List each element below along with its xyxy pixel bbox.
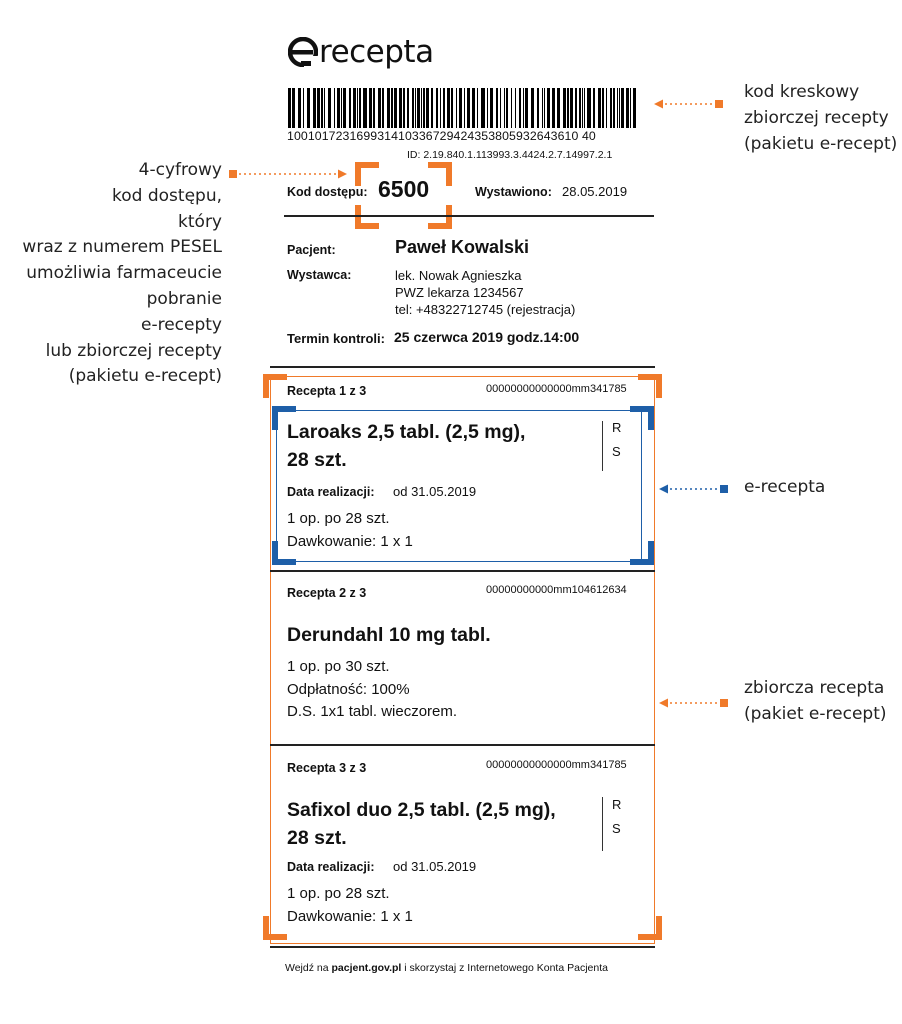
barcode-bar: [490, 88, 493, 128]
rx3-code: 00000000000000mm341785: [486, 759, 627, 771]
arrow-left-icon: [659, 697, 729, 709]
barcode-bar: [403, 88, 405, 128]
barcode-bar: [610, 88, 612, 128]
barcode-bar: [515, 88, 516, 128]
barcode-bar: [436, 88, 438, 128]
barcode-bar: [456, 88, 457, 128]
rx1-header: Recepta 1 z 3: [287, 384, 367, 398]
barcode-bar: [570, 88, 573, 128]
barcode-bar: [298, 88, 301, 128]
rx3-drug-line: 28 szt.: [287, 827, 347, 849]
barcode-bar: [353, 88, 356, 128]
barcode-bar: [307, 88, 310, 128]
barcode-bar: [544, 88, 545, 128]
barcode-bar: [313, 88, 316, 128]
annotation-package: [744, 676, 887, 728]
arrow-right-icon: [228, 168, 348, 180]
divider: [284, 215, 654, 217]
rx1-code: 00000000000000mm341785: [486, 383, 627, 395]
barcode-bar: [334, 88, 335, 128]
barcode-bar: [378, 88, 381, 128]
barcode-bar: [373, 88, 375, 128]
barcode-bar: [412, 88, 414, 128]
rx3-rs: [612, 793, 621, 841]
barcode-bar: [537, 88, 539, 128]
barcode-bar: [619, 88, 620, 128]
barcode-bar: [633, 88, 636, 128]
divider: [270, 744, 655, 746]
rx1-line: Dawkowanie: 1 x 1: [287, 532, 413, 550]
barcode-bar: [423, 88, 425, 128]
footer-prefix: Wejdź na: [285, 962, 329, 974]
barcode-bar: [547, 88, 550, 128]
barcode-bar: [496, 88, 498, 128]
barcode-bar: [542, 88, 543, 128]
barcode-bar: [481, 88, 485, 128]
annotation-line: kod kreskowy: [744, 82, 860, 102]
access-code-label: Kod dostępu:: [287, 185, 368, 199]
annotation-line: 4-cyfrowy: [138, 160, 222, 180]
rx2-line: D.S. 1x1 tabl. wieczorem.: [287, 703, 458, 720]
corner-mark: [355, 162, 379, 186]
barcode-bar: [511, 88, 512, 128]
barcode-bar: [613, 88, 615, 128]
issued-label: Wystawiono:: [475, 185, 552, 199]
barcode-bar: [421, 88, 422, 128]
barcode-bar: [440, 88, 441, 128]
rx2-line: 1 op. po 30 szt.: [287, 658, 390, 675]
barcode-bar: [563, 88, 566, 128]
barcode-bar: [459, 88, 462, 128]
annotation-barcode: [744, 80, 897, 157]
rx2-line: Odpłatność: 100%: [287, 680, 410, 698]
barcode-bar: [602, 88, 604, 128]
corner-mark: [263, 374, 287, 398]
annotation-line: zbiorczej recepty: [744, 107, 889, 128]
barcode-bar: [500, 88, 501, 128]
e-logo-icon: [288, 37, 318, 67]
barcode-bar: [394, 88, 397, 128]
rs-divider: [602, 421, 603, 471]
rx2-code: 00000000000mm104612634: [486, 584, 627, 596]
barcode-bar: [557, 88, 560, 128]
divider: [270, 366, 655, 368]
rx1-date-label: Data realizacji:: [287, 485, 375, 499]
barcode-bar: [317, 88, 320, 128]
rs-divider: [602, 797, 603, 851]
arrow-left-icon: [659, 483, 729, 495]
barcode-bar: [523, 88, 524, 128]
corner-mark: [638, 374, 662, 398]
barcode-bar: [447, 88, 450, 128]
barcode-bar: [415, 88, 416, 128]
arrow-left-icon: [654, 98, 724, 110]
barcode-bar: [391, 88, 393, 128]
annotation-access-code: [22, 158, 222, 390]
barcode-bar: [626, 88, 629, 128]
barcode-bar: [357, 88, 358, 128]
rx3-drug-line: Safixol duo 2,5 tabl. (2,5 mg),: [287, 799, 556, 821]
rx1-rs: [612, 416, 621, 464]
rx1-line: 1 op. po 28 szt.: [287, 510, 390, 527]
annotation-line: e-recepty: [141, 314, 222, 335]
barcode-bar: [519, 88, 521, 128]
barcode-bar: [431, 88, 433, 128]
barcode-bar: [487, 88, 488, 128]
annotation-line: który: [178, 211, 222, 232]
issuer-phone: tel: +48322712745 (rejestracja): [395, 302, 576, 317]
issuer-name: lek. Nowak Agnieszka: [395, 268, 522, 283]
annotation-line: umożliwia farmaceucie: [26, 263, 222, 284]
issuer-pwz: PWZ lekarza 1234567: [395, 285, 524, 300]
annotation-line: lub zbiorczej recepty: [45, 340, 222, 361]
barcode-bar: [382, 88, 384, 128]
annotation-line: (pakiet e-recept): [744, 703, 887, 724]
annotation-erecepta: e-recepta: [744, 477, 826, 497]
barcode-bar: [477, 88, 478, 128]
rx3-header: Recepta 3 z 3: [287, 761, 367, 775]
corner-mark: [638, 916, 662, 940]
annotation-line: kod dostępu,: [112, 185, 222, 206]
footer: [285, 962, 608, 974]
barcode-bar: [359, 88, 361, 128]
barcode-bar: [552, 88, 555, 128]
barcode-bar: [525, 88, 528, 128]
barcode-bar: [443, 88, 445, 128]
barcode-bar: [504, 88, 505, 128]
rs-s: S: [612, 821, 621, 836]
barcode-bar: [426, 88, 429, 128]
corner-mark: [428, 205, 452, 229]
rx3-date-value: od 31.05.2019: [393, 859, 477, 874]
rs-s: S: [612, 444, 621, 459]
barcode-bar: [343, 88, 346, 128]
rx3-lines: [287, 883, 413, 928]
barcode-bar: [387, 88, 390, 128]
barcode-bar: [567, 88, 569, 128]
barcode-bar: [328, 88, 331, 128]
rx1-drug-line: 28 szt.: [287, 449, 347, 471]
barcode-bar: [584, 88, 585, 128]
rx1-drug: [287, 418, 525, 474]
barcode-bar: [621, 88, 624, 128]
corner-mark: [630, 541, 654, 565]
corner-mark: [630, 406, 654, 430]
issued-date: 28.05.2019: [562, 184, 628, 199]
erecepta-logo: [288, 32, 434, 72]
barcode-bar: [531, 88, 534, 128]
logo-text: recepta: [319, 34, 434, 70]
rx3-drug: [287, 796, 556, 852]
annotation-line: zbiorcza recepta: [744, 678, 885, 698]
barcode-bar: [303, 88, 304, 128]
barcode-bar: [506, 88, 508, 128]
rs-r: R: [612, 420, 622, 435]
barcode-bar: [288, 88, 291, 128]
document-id: ID: 2.19.840.1.113993.3.4424.2.7.14997.2.1: [407, 149, 613, 161]
barcode-bar: [451, 88, 453, 128]
issuer-label: Wystawca:: [287, 268, 352, 282]
corner-mark: [428, 162, 452, 186]
footer-link[interactable]: pacjent.gov.pl: [331, 962, 402, 974]
rs-r: R: [612, 797, 622, 812]
patient-name: Paweł Kowalski: [395, 237, 530, 257]
barcode-bar: [582, 88, 583, 128]
footer-suffix: i skorzystaj z Internetowego Konta Pacjenta: [404, 962, 608, 974]
divider: [270, 946, 655, 948]
barcode-bar: [417, 88, 420, 128]
barcode-bar: [349, 88, 351, 128]
rx1-drug-line: Laroaks 2,5 tabl. (2,5 mg),: [287, 421, 526, 443]
rx2-header: Recepta 2 z 3: [287, 586, 367, 600]
barcode-bar: [467, 88, 470, 128]
corner-mark: [263, 916, 287, 940]
barcode-bar: [292, 88, 295, 128]
barcode-bar: [575, 88, 577, 128]
control-value: 25 czerwca 2019 godz.14:00: [394, 329, 580, 345]
barcode-bar: [369, 88, 372, 128]
corner-mark: [355, 205, 379, 229]
rx3-line: Dawkowanie: 1 x 1: [287, 907, 413, 925]
barcode-bar: [399, 88, 402, 128]
barcode-bar: [324, 88, 325, 128]
barcode-bar: [464, 88, 465, 128]
barcode-bar: [598, 88, 601, 128]
annotation-line: pobranie: [146, 288, 222, 309]
barcode-number: 100101723169931410336729424353805932643610 40: [287, 129, 596, 143]
rx3-line: 1 op. po 28 szt.: [287, 885, 390, 902]
barcode-bar: [337, 88, 340, 128]
rx2-lines: [287, 656, 457, 724]
barcode-bar: [617, 88, 618, 128]
rx2-drug: Derundahl 10 mg tabl.: [287, 624, 491, 646]
barcode-bar: [407, 88, 409, 128]
annotation-line: wraz z numerem PESEL: [22, 237, 222, 258]
barcode-bar: [587, 88, 591, 128]
rx1-date-value: od 31.05.2019: [393, 484, 477, 499]
rx3-date-label: Data realizacji:: [287, 860, 375, 874]
barcode-bar: [321, 88, 323, 128]
barcode-icon: [288, 88, 638, 128]
barcode-bar: [341, 88, 342, 128]
barcode-bar: [593, 88, 595, 128]
issuer-details: [395, 267, 575, 318]
annotation-line: (pakietu e-recept): [744, 133, 898, 154]
rx1-lines: [287, 508, 413, 553]
barcode-bar: [606, 88, 607, 128]
barcode-bar: [472, 88, 475, 128]
divider: [270, 570, 655, 572]
patient-label: Pacjent:: [287, 243, 336, 257]
barcode-bar: [630, 88, 631, 128]
barcode-bar: [579, 88, 581, 128]
control-label: Termin kontroli:: [287, 331, 385, 346]
access-code: 6500: [378, 176, 430, 202]
annotation-line: (pakietu e-recept): [68, 366, 222, 387]
barcode-bar: [363, 88, 367, 128]
